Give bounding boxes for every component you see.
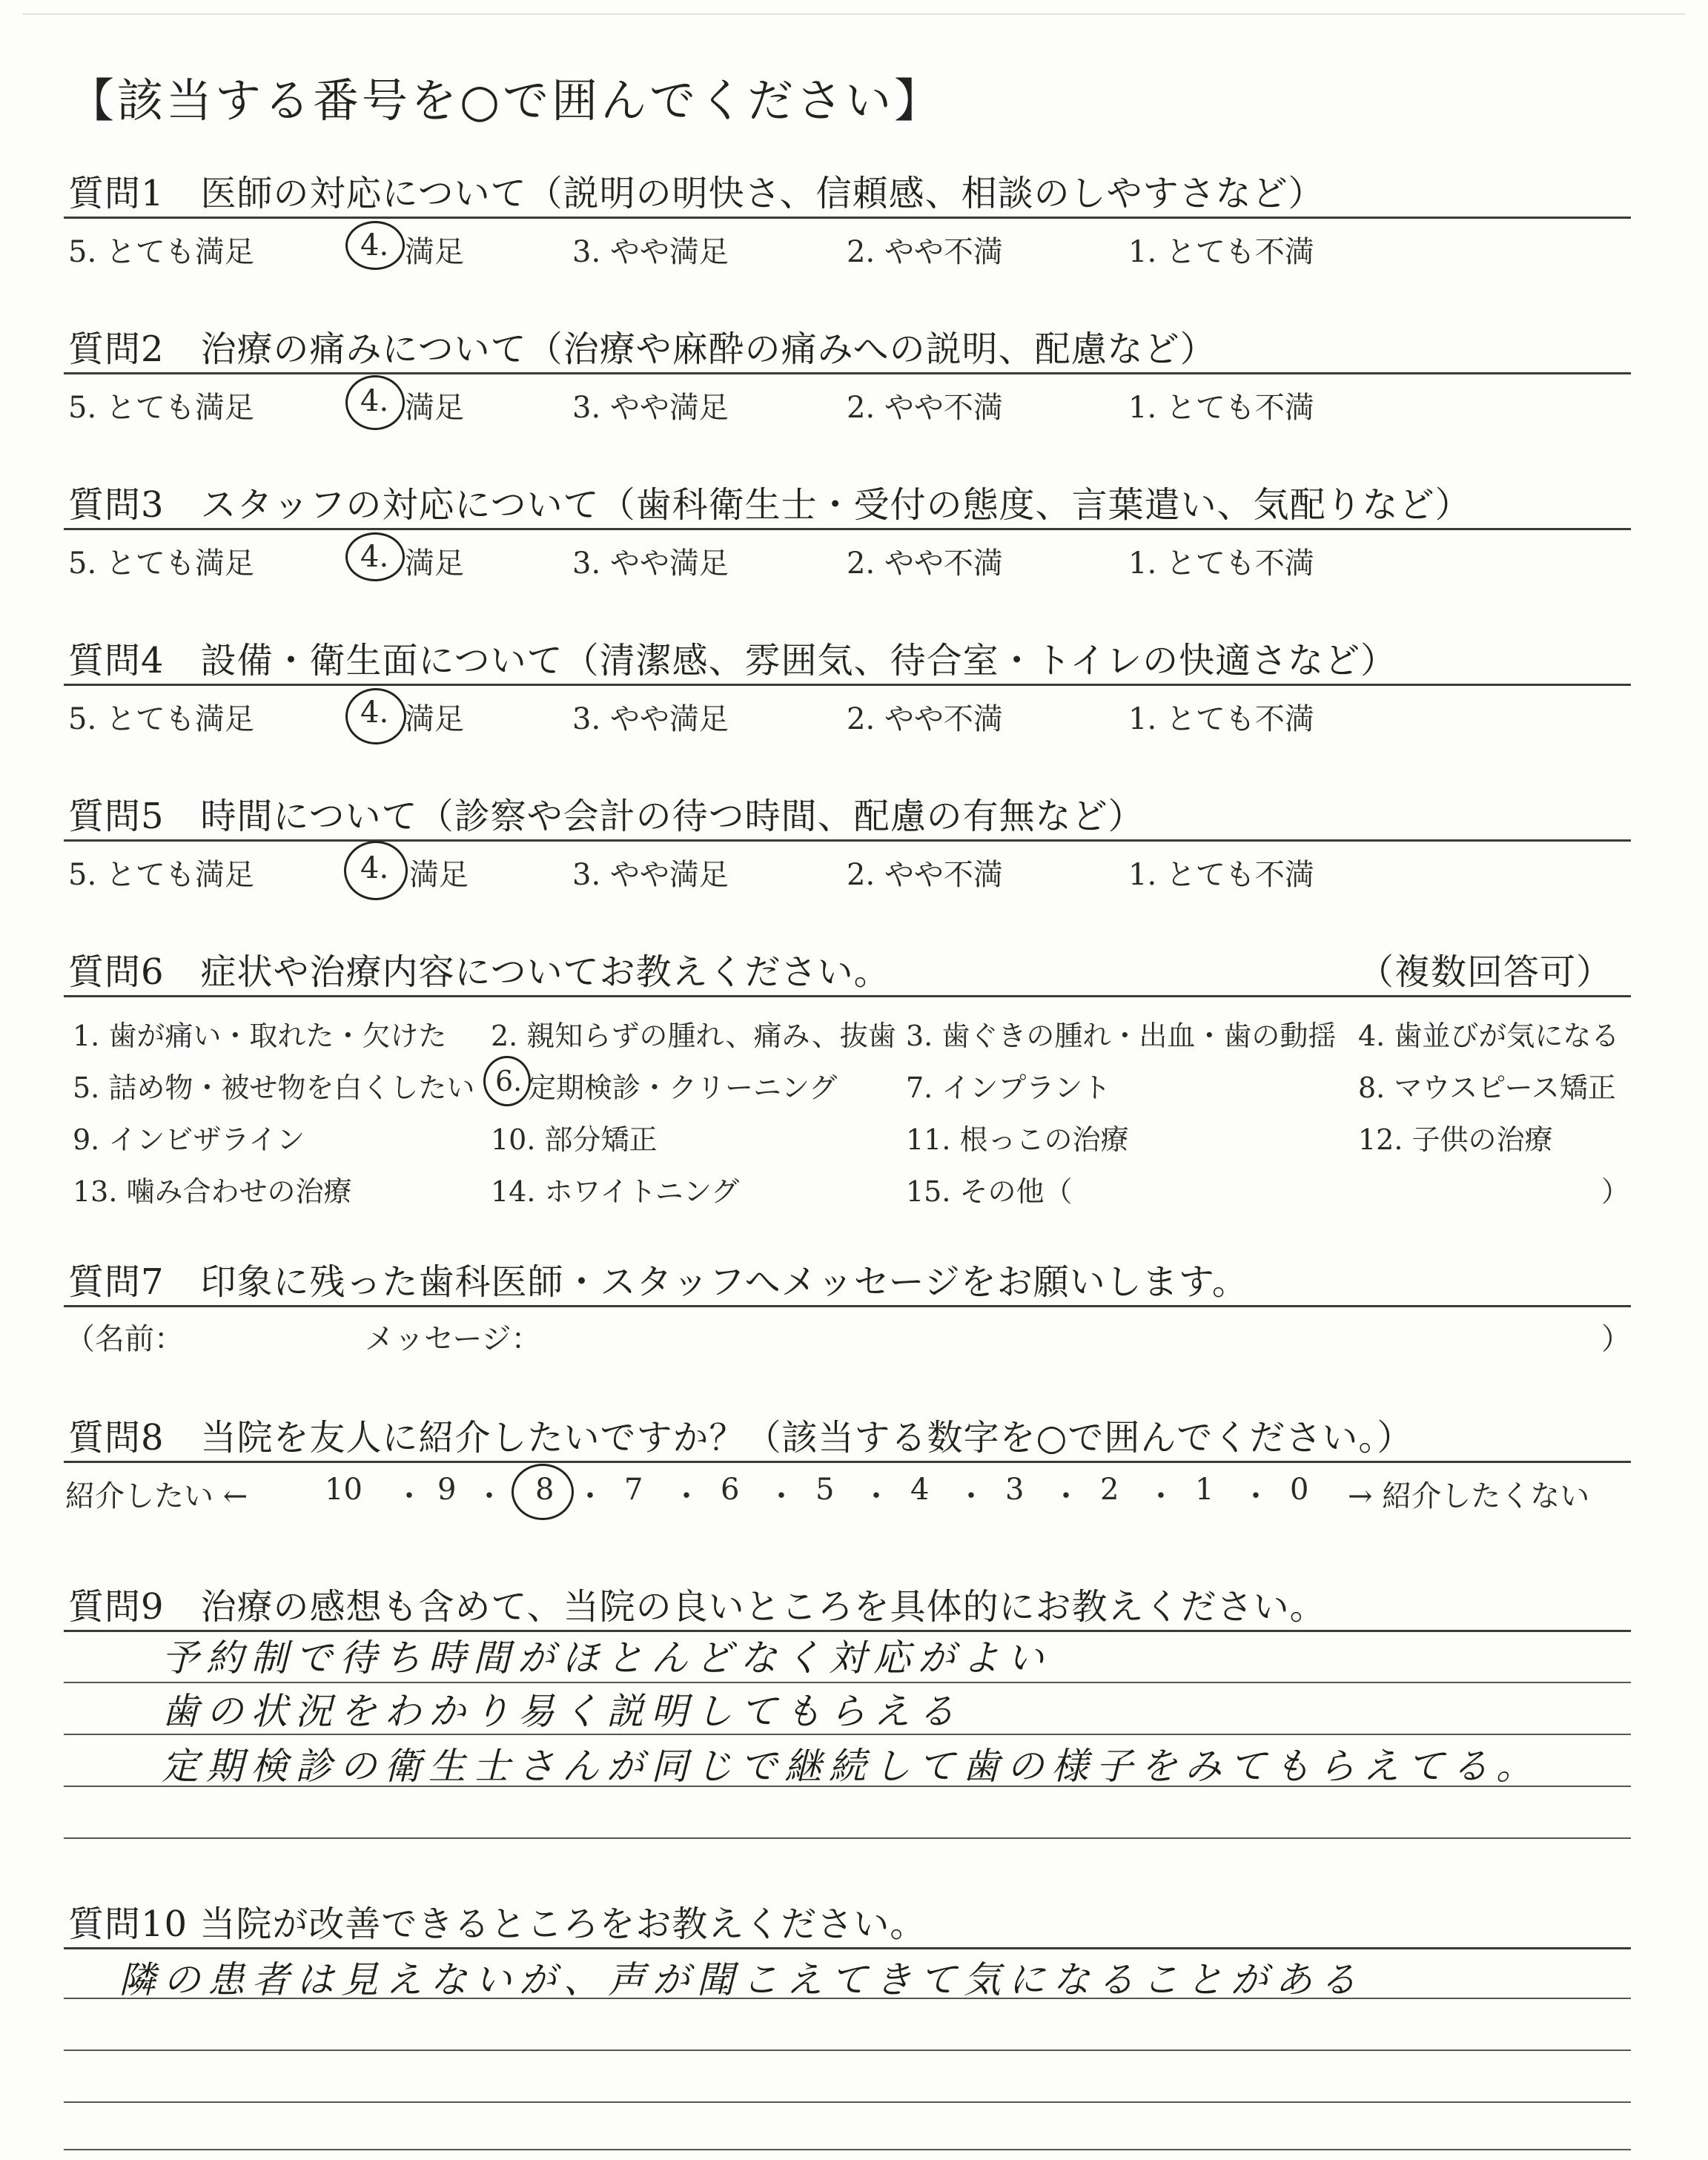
q4-option-5: 5. とても満足 [68,702,254,736]
q2-option-4-number: 4. [360,384,389,418]
q1-option-3: 3. やや満足 [572,235,729,269]
q2-option-4-label: 満足 [405,391,464,425]
question-6-rule [64,995,1631,997]
question-7-title: 質問7 印象に残った歯科医師・スタッフへメッセージをお願いします。 [68,1261,1248,1303]
q8-scale-5: 5 [815,1473,835,1507]
question-6-title: 質問6 症状や治療内容についてお教えください。 [68,951,890,993]
question-4-title: 質問4 設備・衛生面について（清潔感、雰囲気、待合室・トイレの快適さなど） [68,640,1397,681]
q3-option-5: 5. とても満足 [68,546,254,581]
q5-selected-circle [344,841,408,900]
q2-option-3: 3. やや満足 [572,391,729,425]
q6-item-4: 4. 歯並びが気になる [1358,1020,1620,1052]
q5-option-4-number: 4. [360,851,389,885]
q5-option-3: 3. やや満足 [572,858,729,892]
q8-scale-1: 1 [1195,1473,1214,1507]
q8-scale-2: 2 [1100,1473,1119,1507]
q8-dot: ・ [861,1479,891,1513]
q1-option-4-label: 満足 [405,235,464,269]
q8-selected-circle [512,1464,574,1520]
q2-option-1: 1. とても不満 [1128,391,1314,425]
question-1-title: 質問1 医師の対応について（説明の明快さ、信頼感、相談のしやすさなど） [68,173,1325,214]
q7-name-label: （名前： [65,1322,184,1356]
page-top-border [22,13,1686,15]
q5-option-2: 2. やや不満 [847,858,1003,892]
q4-option-4-label: 満足 [405,702,464,736]
question-2-title: 質問2 治療の痛みについて（治療や麻酔の痛みへの説明、配慮など） [68,328,1217,370]
q6-item-1: 1. 歯が痛い・取れた・欠けた [73,1020,447,1052]
q8-dot: ・ [672,1479,701,1513]
q8-scale-9: 9 [437,1473,457,1507]
q6-item-9: 9. インビザライン [73,1123,305,1156]
q8-dot: ・ [1146,1479,1176,1513]
q6-item-6-label: 定期検診・クリーニング [528,1071,838,1104]
q6-item-6-number: 6. [495,1065,523,1097]
q5-option-4-label: 満足 [409,858,469,892]
q3-option-2: 2. やや不満 [847,546,1003,581]
q8-right-label: → 紹介したくない [1348,1479,1590,1513]
question-2-rule [64,372,1631,374]
q7-close-paren: ） [1601,1322,1631,1356]
q3-option-1: 1. とても不満 [1128,546,1314,581]
q6-selected-circle [483,1056,531,1106]
q8-dot: ・ [767,1479,796,1513]
q1-option-4-number: 4. [360,228,389,262]
question-8-title: 質問8 当院を友人に紹介したいですか？（該当する数字を○で囲んでください。） [68,1417,1414,1459]
question-3-title: 質問3 スタッフの対応について（歯科衛生士・受付の態度、言葉遣い、気配りなど） [68,484,1472,526]
q8-scale-8: 8 [535,1473,555,1507]
q8-scale-7: 7 [624,1473,643,1507]
question-4-rule [64,684,1631,686]
q8-dot: ・ [1241,1479,1271,1513]
q6-item-10: 10. 部分矯正 [491,1123,658,1156]
q8-dot: ・ [394,1479,424,1513]
q3-selected-circle [345,532,405,581]
q6-item-2: 2. 親知らずの腫れ、痛み、抜歯 [491,1020,896,1052]
q8-scale-0: 0 [1290,1473,1309,1507]
q9-handwritten-line-3: 定期検診の衛生士さんが同じで継続して歯の様子をみてもらえてる。 [162,1745,1540,1788]
q8-left-label: 紹介したい ← [65,1479,248,1513]
q1-option-1: 1. とても不満 [1128,235,1314,269]
q8-dot: ・ [956,1479,986,1513]
q4-option-2: 2. やや不満 [847,702,1003,736]
q8-dot: ・ [474,1479,504,1513]
q8-scale-6: 6 [721,1473,740,1507]
q8-scale-3: 3 [1005,1473,1025,1507]
q1-option-2: 2. やや不満 [847,235,1003,269]
q9-handwritten-line-1: 予約制で待ち時間がほとんどなく対応がよい [162,1636,1051,1680]
q2-option-5: 5. とても満足 [68,391,254,425]
q9-answer-rule-4 [64,1837,1631,1839]
question-1-rule [64,217,1631,219]
q5-option-5: 5. とても満足 [68,858,254,892]
q6-item-15: 15. その他（ [906,1175,1073,1208]
q7-message-label: メッセージ： [365,1322,541,1356]
question-5-title: 質問5 時間について（診察や会計の待つ時間、配慮の有無など） [68,796,1145,837]
q5-option-1: 1. とても不満 [1128,858,1314,892]
q3-option-4-number: 4. [360,540,389,574]
q10-answer-rule-1 [64,1998,1631,1999]
q4-option-3: 3. やや満足 [572,702,729,736]
q6-item-12: 12. 子供の治療 [1358,1123,1553,1156]
q6-item-7: 7. インプラント [906,1071,1111,1104]
q10-answer-rule-3 [64,2101,1631,2103]
q2-option-2: 2. やや不満 [847,391,1003,425]
q8-dot: ・ [575,1479,605,1513]
q6-item-13: 13. 噛み合わせの治療 [73,1175,352,1208]
q6-item-3: 3. 歯ぐきの腫れ・出血・歯の動揺 [906,1020,1337,1052]
q6-item-15-close: ） [1601,1175,1630,1208]
q1-option-5: 5. とても満足 [68,235,254,269]
question-7-rule [64,1305,1631,1307]
q2-selected-circle [345,375,405,430]
q9-answer-rule-3 [64,1786,1631,1787]
q6-item-14: 14. ホワイトニング [491,1175,740,1208]
q6-item-5: 5. 詰め物・被せ物を白くしたい [73,1071,475,1104]
q3-option-3: 3. やや満足 [572,546,729,581]
q10-answer-rule-2 [64,2050,1631,2051]
question-8-rule [64,1461,1631,1463]
q3-option-4-label: 満足 [405,546,464,581]
question-6-note: （複数回答可） [1358,951,1613,993]
q4-option-4-number: 4. [360,696,389,730]
q4-selected-circle [345,688,406,744]
q6-item-8: 8. マウスピース矯正 [1358,1071,1616,1104]
question-5-rule [64,839,1631,842]
page-heading: 【該当する番号を○で囲んでください】 [68,73,944,128]
q9-answer-rule-2 [64,1734,1631,1735]
q8-dot: ・ [1051,1479,1081,1513]
q9-handwritten-line-2: 歯の状況をわかり易く説明してもらえる [162,1690,962,1733]
q6-item-11: 11. 根っこの治療 [906,1123,1129,1156]
question-9-title: 質問9 治療の感想も含めて、当院の良いところを具体的にお教えください。 [68,1586,1326,1628]
q10-handwritten-line-1: 隣の患者は見えないが、声が聞こえてきて気になることがある [119,1958,1364,2001]
question-10-title: 質問10 当院が改善できるところをお教えください。 [68,1903,927,1945]
question-3-rule [64,528,1631,530]
q8-scale-4: 4 [910,1473,930,1507]
question-10-rule [64,1947,1631,1949]
q1-selected-circle [345,221,405,270]
q8-scale-10: 10 [325,1473,363,1507]
q4-option-1: 1. とても不満 [1128,702,1314,736]
q10-answer-rule-4 [64,2149,1631,2150]
